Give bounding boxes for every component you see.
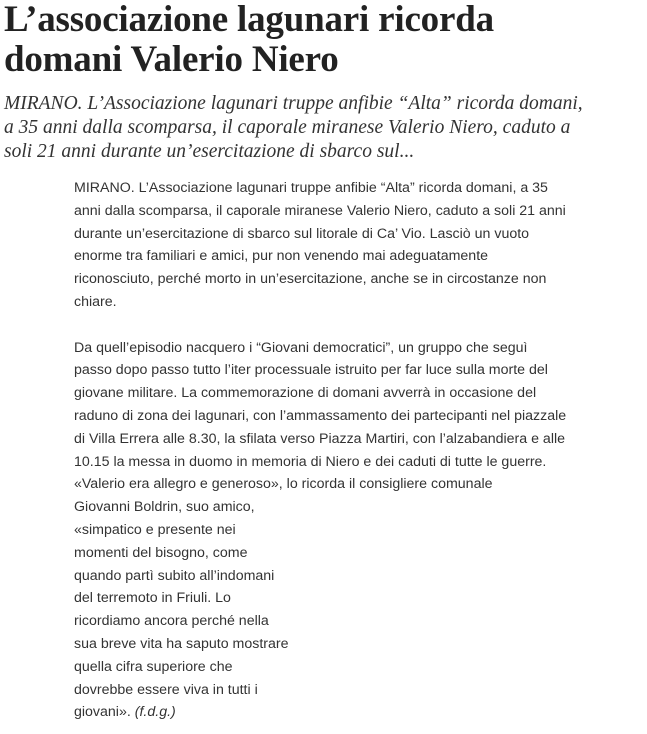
body-line: Giovanni Boldrin, suo amico, [74,499,255,516]
quote-line: del terremoto in Friuli. Lo [74,590,231,607]
body-line: chiare. [74,293,117,310]
paragraph-1 [74,177,619,314]
body-line: di Villa Errera alle 8.30, la sfilata verso Piazza Martiri, con l’alzabandiera e alle [74,430,566,447]
quote-line: giovani». [74,704,131,721]
body-line: passo dopo passo tutto l’iter processuale istruito per far luce sulla morte del [74,362,548,379]
body-line: Da quell’episodio nacquero i “Giovani democratici”, un gruppo che seguì [74,339,528,356]
quote-line: quando partì subito all’indomani [74,567,275,584]
lead-line: soli 21 anni durante un’esercitazione di sbarco sul... [4,141,415,162]
quote-line: momenti del bisogno, come [74,544,248,561]
quote-line: quella cifra superiore che [74,658,233,675]
body-line: riconosciuto, perché morto in un’esercitazione, anche se in circostanze non [74,271,547,288]
body-line: giovane militare. La commemorazione di domani avverrà in occasione del [74,385,537,402]
lead-line: a 35 anni dalla scomparsa, il caporale miranese Valerio Niero, caduto a [4,117,571,138]
title-line: domani Valerio Niero [4,39,339,80]
body-line: «Valerio era allegro e generoso», lo ricorda il consigliere comunale [74,476,493,493]
article-title [4,0,644,80]
body-line: anni dalla scomparsa, il caporale miranese Valerio Niero, caduto a soli 21 anni [74,202,566,219]
quote-block [74,519,619,724]
quote-line: ricordiamo ancora perché nella [74,613,269,630]
body-line: MIRANO. L’Associazione lagunari truppe anfibie “Alta” ricorda domani, a 35 [74,180,548,196]
lead-line: MIRANO. L’Associazione lagunari truppe anfibie “Alta” ricorda domani, [4,93,583,114]
quote-line-last [74,701,619,724]
paragraph-spacer [74,314,619,337]
paragraph-2 [74,337,619,519]
body-line: raduno di zona dei lagunari, con l’ammassamento dei partecipanti nel piazzale [74,407,567,424]
title-line: L’associazione lagunari ricorda [4,0,494,40]
article-lead [4,92,644,164]
quote-line: «simpatico e presente nei [74,521,236,538]
body-line: durante un’esercitazione di sbarco sul litorale di Ca’ Vio. Lasciò un vuoto [74,225,530,242]
body-line: 10.15 la messa in duomo in memoria di Niero e dei caduti di tutte le guerre. [74,453,547,470]
quote-line: sua breve vita ha saputo mostrare [74,635,289,652]
quote-line: dovrebbe essere viva in tutti i [74,681,258,698]
author-signature: (f.d.g.) [134,704,176,721]
article-body [74,177,619,724]
body-line: enorme tra familiari e amici, pur non venendo mai adeguatamente [74,248,489,265]
